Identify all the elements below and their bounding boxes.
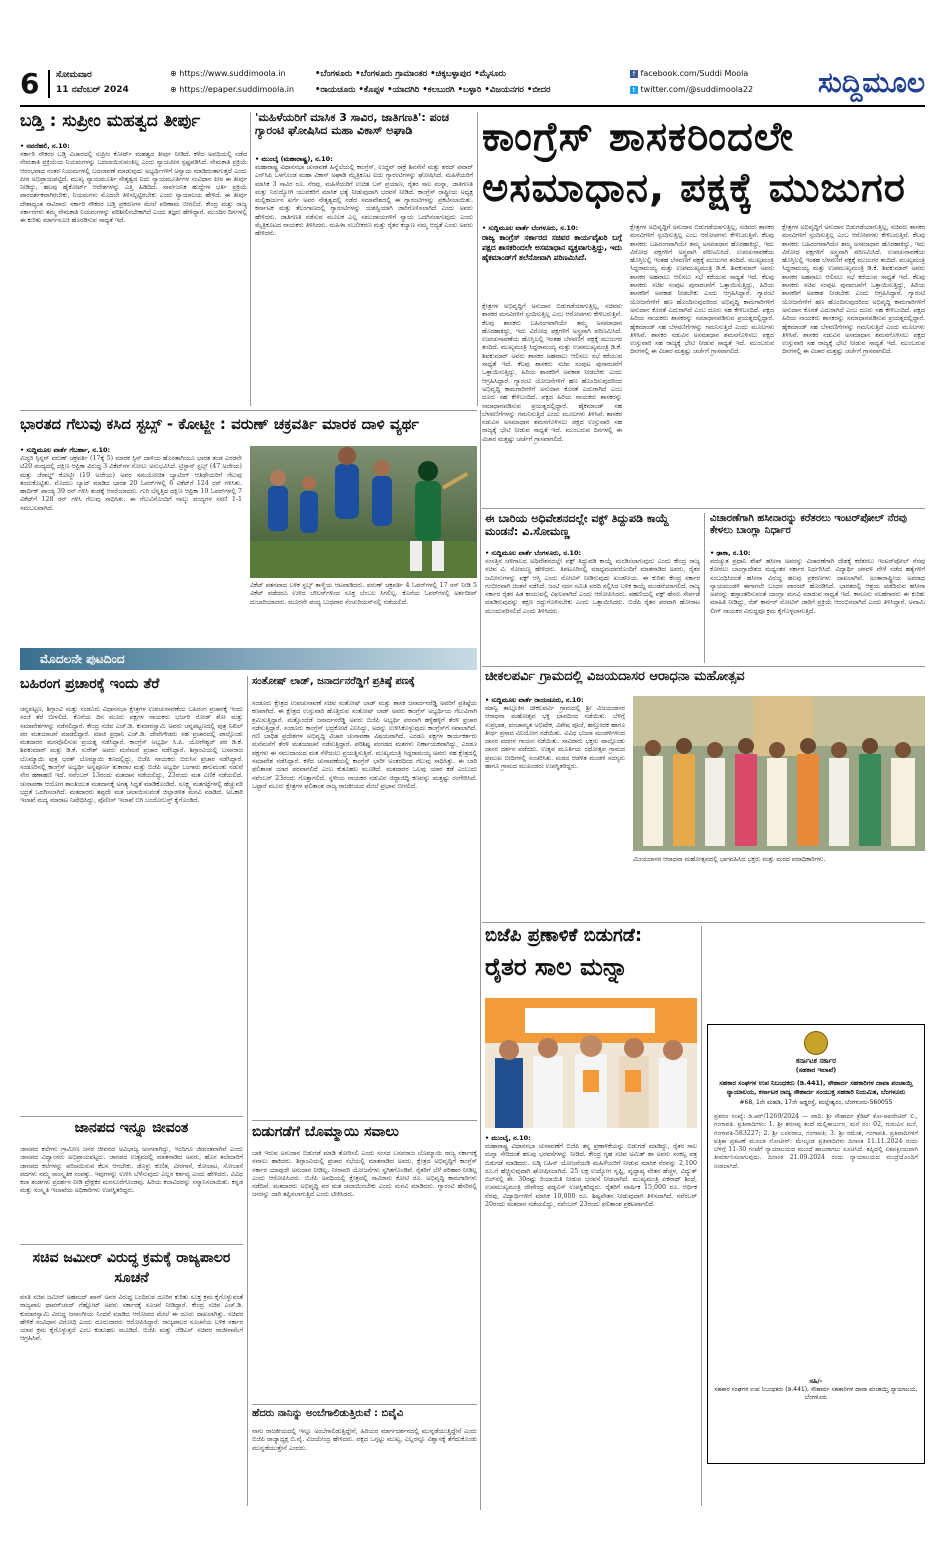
notice-body: ಪ್ರಕರಣ ಸಂಖ್ಯೆ: ಡಿ.ಆರ್/1269/2024 — ವಾದಿ: ಶ್ರೀ ಸೌಹಾರ್ದ ಕ್ರೆಡಿಟ್ ಕೋ-ಆಪರೇಟಿವ್ ಲಿ., ಗಂಗಾವತಿ. ಪ್ರತಿವಾದಿಗಳು: 1. ಶ್ರೀ ಶರಣಪ್ಪ ತಂದೆ ಮಲ್ಲಿಕಾರ್ಜುನ, ಮನೆ ನಂ: 02, ಗುರುವಿನ ಮನೆ, ಗಂಗಾವತಿ-583227; 2. ಶ್ರೀ ಬಸವರಾಜ, ಗಂಗಾವತಿ; 3. ಶ್ರೀ ರಮೇಶ, ಗಂಗಾವತಿ. ಪ್ರತಿವಾದಿಗಳಿಗೆ ಪತ್ರಿಕಾ ಪ್ರಕಟಣೆ ಮೂಲಕ ನೋಟೀಸ್: ಮೇಲ್ಕಂಡ ಪ್ರತಿವಾದಿಗಳು ದಿನಾಂಕ 11.11.2024 ರಂದು ಬೆಳಿಗ್ಗೆ 11-30 ಗಂಟೆಗೆ ನ್ಯಾಯಾಲಯದ ಮುಂದೆ ಹಾಜರಾಗಲು ಸೂಚಿಸಿದೆ. ತಪ್ಪಿದಲ್ಲಿ ಏಕಪಕ್ಷೀಯವಾಗಿ ತೀರ್ಮಾನಿಸಲಾಗುವುದು. ದಿನಾಂಕ 21.09.2024 ರಂದು ನ್ಯಾಯಾಲಯದ ಮುದ್ರೆಯೊಂದಿಗೆ ನೀಡಲಾಗಿದೆ. — [714, 1113, 918, 1170]
article-dateline: • ಸುದ್ದಿಮೂಲ ವಾರ್ತೆ ಬೆಂಗಳೂರು, ನ.10: — [485, 549, 582, 557]
devotees-image — [633, 696, 925, 851]
article-zameer — [20, 1248, 243, 1510]
epaper-link[interactable]: ⊕ https://epaper.suddimoola.in — [170, 85, 295, 94]
article-headline: ಬಹಿರಂಗ ಪ್ರಚಾರಕ್ಕೆ ಇಂದು ತೆರೆ — [20, 676, 160, 692]
column-rule — [701, 926, 702, 1506]
article-body: ಮಿಸ್ಟರಿ ಸ್ಪಿನ್ನರ್ ವರುಣ್ ಚಕ್ರವರ್ತಿ (17ಕ್ಕೆ 5) ಮಾರಕ ಸ್ಪಿನ್ ದಾಳಿಯ ಹೊರತಾಗಿಯೂ ಭಾರತ ತಂಡ ಎರಡನೇ ಟಿ20 ಪಂದ್ಯದಲ್ಲಿ ದಕ್ಷಿಣ ಆಫ್ರಿಕಾ ವಿರುದ್ಧ 3 ವಿಕೆಟ್‌ಗಳ ಸೋಲು ಅನುಭವಿಸಿದೆ. ಟ್ರಿಸ್ಟಾನ್ ಸ್ಟಬ್ಸ್ (47 ಅಜೇಯ) ಮತ್ತು ಜೆರಾಲ್ಡ್ ಕೋಟ್ಜೀ (19 ಅಜೇಯ) ಅವರ ಸಮಯೋಚಿತ ಬ್ಯಾಟಿಂಗ್ ಆತಿಥೇಯರಿಗೆ ಗೆಲುವು ತಂದುಕೊಟ್ಟಿತು. ಮೊದಲು ಬ್ಯಾಟ್ ಮಾಡಿದ ಭಾರತ 20 ಓವರ್‌ಗಳಲ್ಲಿ 6 ವಿಕೆಟ್‌ಗೆ 124 ರನ್ ಗಳಿಸಿತು. ಹಾರ್ದಿಕ್ ಪಾಂಡ್ಯ 39 ರನ್ ಗಳಿಸಿ ತಂಡಕ್ಕೆ ಆಸರೆಯಾದರು. ಗುರಿ ಬೆನ್ನತ್ತಿದ ದಕ್ಷಿಣ ಆಫ್ರಿಕಾ 19 ಓವರ್‌ಗಳಲ್ಲಿ 7 ವಿಕೆಟ್‌ಗೆ 128 ರನ್ ಗಳಿಸಿ ಗೆಲುವು ಸಾಧಿಸಿತು. ಈ ಗೆಲುವಿನೊಂದಿಗೆ ನಾಲ್ಕು ಪಂದ್ಯಗಳ ಸರಣಿ 1-1 ಸಮಬಲವಾಗಿದೆ. — [20, 455, 242, 512]
cricket-photo — [250, 446, 477, 578]
article-headline: ಸಂತೋಷ್ ಲಾಡ್, ಜನಾರ್ದನರೆಡ್ಡಿಗೆ ಪ್ರತಿಷ್ಠೆ ಪಣಕ್ಕೆ — [252, 676, 415, 687]
row-rule — [20, 1116, 243, 1117]
article-vijayadasa — [485, 670, 925, 915]
globe-icon: ⊕ — [170, 69, 180, 78]
article-dateline: • ಸುದ್ದಿಮೂಲ ವಾರ್ತೆ ಬೆಂಗಳೂರು, ನ.10: — [482, 224, 579, 232]
photo-caption: ವಿಜಯದಾಸರ ಆರಾಧನಾ ಮಹೋತ್ಸವದಲ್ಲಿ ಭಾಗವಹಿಸಿದ ಭಕ್ತರು ಮತ್ತು ಮಠದ ಪದಾಧಿಕಾರಿಗಳು. — [633, 856, 826, 863]
section-banner-label: ಮೊದಲನೇ ಪುಟದಿಂದ — [40, 652, 125, 666]
facebook-icon: f — [630, 70, 638, 78]
article-body: ಚನ್ನಪಟ್ಟಣ, ಶಿಗ್ಗಾಂವಿ ಮತ್ತು ಸಂಡೂರು ವಿಧಾನಸಭಾ ಕ್ಷೇತ್ರಗಳ ಉಪಚುನಾವಣೆಯ ಬಹಿರಂಗ ಪ್ರಚಾರಕ್ಕೆ ಇಂದು ಸಂಜೆ ತೆರೆ ಬೀಳಲಿದೆ. ಕೊನೆಯ ದಿನ ಮೂರು ಪಕ್ಷಗಳ ನಾಯಕರು ಭರ್ಜರಿ ರೋಡ್ ಶೋ ಮತ್ತು ಸಮಾವೇಶಗಳನ್ನು ನಡೆಸಲಿದ್ದಾರೆ. ಕೇಂದ್ರ ಸಚಿವ ಎಚ್.ಡಿ. ಕುಮಾರಸ್ವಾಮಿ ಅವರು ಚನ್ನಪಟ್ಟಣದಲ್ಲಿ ಪುತ್ರ ನಿಖಿಲ್ ಪರ ಮತಯಾಚನೆ ಮಾಡಲಿದ್ದಾರೆ. ಮಾಜಿ ಪ್ರಧಾನಿ ಎಚ್.ಡಿ. ದೇವೇಗೌಡರು ಸಹ ಪ್ರಚಾರದಲ್ಲಿ ಪಾಲ್ಗೊಂಡು ಮತದಾರರ ಮನವೊಲಿಸುವ ಪ್ರಯತ್ನ ನಡೆಸಿದ್ದಾರೆ. ಕಾಂಗ್ರೆಸ್ ಅಭ್ಯರ್ಥಿ ಸಿ.ಪಿ. ಯೋಗೇಶ್ವರ್ ಪರ ಡಿ.ಕೆ. ಶಿವಕುಮಾರ್ ಮತ್ತು ಡಿ.ಕೆ. ಸುರೇಶ್ ಅವರು ಮನೆಮನೆ ಪ್ರಚಾರ ನಡೆಸಿದ್ದಾರೆ. ಶಿಗ್ಗಾಂವಿಯಲ್ಲಿ ಬಸವರಾಜ ಬೊಮ್ಮಾಯಿ ಪುತ್ರ ಭರತ್ ಬೊಮ್ಮಾಯಿ ಕಣದಲ್ಲಿದ್ದು, ಬಿಜೆಪಿ ನಾಯಕರು ಬಿರುಸಿನ ಪ್ರಚಾರ ನಡೆಸಿದ್ದಾರೆ. ಸಂಡೂರಿನಲ್ಲಿ ಕಾಂಗ್ರೆಸ್ ಅಭ್ಯರ್ಥಿ ಅನ್ನಪೂರ್ಣ ತುಕಾರಾಂ ಮತ್ತು ಬಿಜೆಪಿ ಅಭ್ಯರ್ಥಿ ಬಂಗಾರು ಹನುಮಂತು ನಡುವೆ ನೇರ ಹಣಾಹಣಿ ಇದೆ. ನವೆಂಬರ್ 13ರಂದು ಮತದಾನ ನಡೆಯಲಿದ್ದು, 23ರಂದು ಮತ ಎಣಿಕೆ ನಡೆಯಲಿದೆ. ಚುನಾವಣಾ ಆಯೋಗ ಶಾಂತಿಯುತ ಮತದಾನಕ್ಕೆ ಅಗತ್ಯ ಸಿದ್ಧತೆ ಮಾಡಿಕೊಂಡಿದೆ. ಸೂಕ್ಷ್ಮ ಮತಗಟ್ಟೆಗಳಲ್ಲಿ ಹೆಚ್ಚುವರಿ ಭದ್ರತೆ ಒದಗಿಸಲಾಗಿದೆ. ಮತದಾರರು ತಪ್ಪದೇ ಮತ ಚಲಾಯಿಸುವಂತೆ ಜಿಲ್ಲಾಡಳಿತ ಮನವಿ ಮಾಡಿದೆ. ಅಬಕಾರಿ ಇಲಾಖೆ ಮದ್ಯ ಮಾರಾಟ ನಿಷೇಧಿಸಿದ್ದು, ಪೊಲೀಸ್ ಇಲಾಖೆ ಬಿಗಿ ಬಂದೋಬಸ್ತ್ ಕೈಗೊಂಡಿದೆ. — [20, 706, 243, 805]
row-rule — [252, 1120, 477, 1121]
page-number-divider — [48, 70, 50, 98]
column-rule — [704, 513, 705, 663]
article-dateline: • ಮುಂಬೈ (ಮಹಾರಾಷ್ಟ್ರ), ನ.10: — [255, 155, 333, 163]
article-bangladesh — [710, 513, 925, 663]
article-body: ಮಾನ್ವಿ ತಾಲ್ಲೂಕಿನ ಚೀಕಲಪರ್ವಿ ಗ್ರಾಮದಲ್ಲಿ ಶ್ರೀ ವಿಜಯದಾಸರ ಆರಾಧನಾ ಮಹೋತ್ಸವ ಭಕ್ತಿ ಭಾವದಿಂದ ನಡೆಯಿತು. ಬೆಳಿಗ್ಗೆ ಸುಪ್ರಭಾತ, ಪಂಚಾಮೃತ ಅಭಿಷೇಕ, ವಿಶೇಷ ಪೂಜೆ, ಹಸ್ತೋದಕ ಹಾಗೂ ತೀರ್ಥ ಪ್ರಸಾದ ವಿನಿಯೋಗ ನಡೆಯಿತು. ವಿವಿಧ ಭಜನಾ ಮಂಡಳಿಗಳಿಂದ ದಾಸರ ಪದಗಳ ಗಾಯನ ನಡೆಯಿತು. ಸಾವಿರಾರು ಭಕ್ತರು ಪಾಲ್ಗೊಂಡು ದಾಸರ ದರ್ಶನ ಪಡೆದರು. ಉತ್ಸವ ಮೂರ್ತಿಯ ರಥೋತ್ಸವ ಗ್ರಾಮದ ಪ್ರಮುಖ ಬೀದಿಗಳಲ್ಲಿ ಸಂಚರಿಸಿತು. ಮಠದ ಆಡಳಿತ ಮಂಡಳಿ ಸದಸ್ಯರು ಹಾಗೂ ಗ್ರಾಮದ ಮುಖಂಡರು ಉಪಸ್ಥಿತರಿದ್ದರು. — [485, 705, 625, 771]
cricket-players-image — [250, 446, 477, 578]
twitter-link[interactable]: t twitter.com/@suddimoola22 — [630, 85, 770, 94]
article-bjp-manifesto — [485, 926, 697, 1506]
article-sandur — [252, 676, 477, 1104]
notice-heading: ಸಹಕಾರ ಸಂಘಗಳ ಉಪ ನಿಬಂಧಕರು (ಡಿ.441), ಸೌಹಾರ್ದ ಸಹಕಾರಿಗಳ ದಾವಾ ಪಂಚಾಯ್ತಿ ನ್ಯಾಯಾಲಯ, ಕರ್ನಾಟಕ ರಾಜ್ಯ ಸೌಹಾರ್ದ ಸಂಯುಕ್ತ ಸಹಕಾರಿ ನಿಯಮಿತ, ಬೆಂಗಳೂರು — [719, 1079, 913, 1096]
article-body-col-1: ಕ್ಷೇತ್ರಗಳ ಅಭಿವೃದ್ಧಿಗೆ ಅನುದಾನ ಬಿಡುಗಡೆಯಾಗುತ್ತಿಲ್ಲ, ಸಚಿವರು ಶಾಸಕರ ಮನವಿಗಳಿಗೆ ಸ್ಪಂದಿಸುತ್ತಿಲ್ಲ ಎಂಬ ಆರೋಪಗಳು ಕೇಳಿಬರುತ್ತಿವೆ. ಕೆಲವು ಶಾಸಕರು ಬಹಿರಂಗವಾಗಿಯೇ ತಮ್ಮ ಅಸಮಾಧಾನ ಹೊರಹಾಕಿದ್ದು, ಇದು ವಿರೋಧ ಪಕ್ಷಗಳಿಗೆ ಅಸ್ತ್ರವಾಗಿ ಪರಿಣಮಿಸಿದೆ. ಉಪಚುನಾವಣೆಯ ಹೊಸ್ತಿಲಲ್ಲಿ ಇಂತಹ ಬೆಳವಣಿಗೆ ಪಕ್ಷಕ್ಕೆ ಮುಜುಗರ ತಂದಿದೆ. ಮುಖ್ಯಮಂತ್ರಿ ಸಿದ್ದರಾಮಯ್ಯ ಮತ್ತು ಉಪಮುಖ್ಯಮಂತ್ರಿ ಡಿ.ಕೆ. ಶಿವಕುಮಾರ್ ಅವರು ಶಾಸಕರ ಅಹವಾಲು ಆಲಿಸಲು ಸಭೆ ಕರೆಯುವ ಸಾಧ್ಯತೆ ಇದೆ. ಕೆಲವು ಶಾಸಕರು ಸಚಿವ ಸಂಪುಟ ಪುನಾರಚನೆಗೆ ಒತ್ತಾಯಿಸುತ್ತಿದ್ದು, ಹಿರಿಯ ಶಾಸಕರಿಗೆ ಅವಕಾಶ ನೀಡಬೇಕು ಎಂದು ಆಗ್ರಹಿಸಿದ್ದಾರೆ. ಗ್ಯಾರಂಟಿ ಯೋಜನೆಗಳಿಗೆ ಹಣ ಹೊಂದಿಸುವುದರಿಂದ ಅಭಿವೃದ್ಧಿ ಕಾಮಗಾರಿಗಳಿಗೆ ಅನುದಾನ ಕೊರತೆ ಎದುರಾಗಿದೆ ಎಂಬ ದೂರು ಸಹ ಕೇಳಿಬಂದಿದೆ. ಪಕ್ಷದ ಹಿರಿಯ ನಾಯಕರು ಶಾಸಕರನ್ನು ಸಮಾಧಾನಪಡಿಸುವ ಪ್ರಯತ್ನದಲ್ಲಿದ್ದಾರೆ. ಹೈಕಮಾಂಡ್ ಸಹ ಬೆಳವಣಿಗೆಗಳನ್ನು ಗಮನಿಸುತ್ತಿದೆ ಎಂದು ಮೂಲಗಳು ತಿಳಿಸಿವೆ. ಶಾಸಕರ ನಡುವಿನ ಅಸಮಾಧಾನ ಶಮನಗೊಳಿಸಲು ಪಕ್ಷದ ಉಸ್ತುವಾರಿ ಸಹ ರಾಜ್ಯಕ್ಕೆ ಭೇಟಿ ನೀಡುವ ಸಾಧ್ಯತೆ ಇದೆ. ಮುಂಬರುವ ದಿನಗಳಲ್ಲಿ ಈ ವಿಚಾರ ಮತ್ತಷ್ಟು ಚರ್ಚೆಗೆ ಗ್ರಾಸವಾಗಲಿದೆ. — [482, 303, 622, 443]
article-body-col-2: ಕ್ಷೇತ್ರಗಳ ಅಭಿವೃದ್ಧಿಗೆ ಅನುದಾನ ಬಿಡುಗಡೆಯಾಗುತ್ತಿಲ್ಲ, ಸಚಿವರು ಶಾಸಕರ ಮನವಿಗಳಿಗೆ ಸ್ಪಂದಿಸುತ್ತಿಲ್ಲ ಎಂಬ ಆರೋಪಗಳು ಕೇಳಿಬರುತ್ತಿವೆ. ಕೆಲವು ಶಾಸಕರು ಬಹಿರಂಗವಾಗಿಯೇ ತಮ್ಮ ಅಸಮಾಧಾನ ಹೊರಹಾಕಿದ್ದು, ಇದು ವಿರೋಧ ಪಕ್ಷಗಳಿಗೆ ಅಸ್ತ್ರವಾಗಿ ಪರಿಣಮಿಸಿದೆ. ಉಪಚುನಾವಣೆಯ ಹೊಸ್ತಿಲಲ್ಲಿ ಇಂತಹ ಬೆಳವಣಿಗೆ ಪಕ್ಷಕ್ಕೆ ಮುಜುಗರ ತಂದಿದೆ. ಮುಖ್ಯಮಂತ್ರಿ ಸಿದ್ದರಾಮಯ್ಯ ಮತ್ತು ಉಪಮುಖ್ಯಮಂತ್ರಿ ಡಿ.ಕೆ. ಶಿವಕುಮಾರ್ ಅವರು ಶಾಸಕರ ಅಹವಾಲು ಆಲಿಸಲು ಸಭೆ ಕರೆಯುವ ಸಾಧ್ಯತೆ ಇದೆ. ಕೆಲವು ಶಾಸಕರು ಸಚಿವ ಸಂಪುಟ ಪುನಾರಚನೆಗೆ ಒತ್ತಾಯಿಸುತ್ತಿದ್ದು, ಹಿರಿಯ ಶಾಸಕರಿಗೆ ಅವಕಾಶ ನೀಡಬೇಕು ಎಂದು ಆಗ್ರಹಿಸಿದ್ದಾರೆ. ಗ್ಯಾರಂಟಿ ಯೋಜನೆಗಳಿಗೆ ಹಣ ಹೊಂದಿಸುವುದರಿಂದ ಅಭಿವೃದ್ಧಿ ಕಾಮಗಾರಿಗಳಿಗೆ ಅನುದಾನ ಕೊರತೆ ಎದುರಾಗಿದೆ ಎಂಬ ದೂರು ಸಹ ಕೇಳಿಬಂದಿದೆ. ಪಕ್ಷದ ಹಿರಿಯ ನಾಯಕರು ಶಾಸಕರನ್ನು ಸಮಾಧಾನಪಡಿಸುವ ಪ್ರಯತ್ನದಲ್ಲಿದ್ದಾರೆ. ಹೈಕಮಾಂಡ್ ಸಹ ಬೆಳವಣಿಗೆಗಳನ್ನು ಗಮನಿಸುತ್ತಿದೆ ಎಂದು ಮೂಲಗಳು ತಿಳಿಸಿವೆ. ಶಾಸಕರ ನಡುವಿನ ಅಸಮಾಧಾನ ಶಮನಗೊಳಿಸಲು ಪಕ್ಷದ ಉಸ್ತುವಾರಿ ಸಹ ರಾಜ್ಯಕ್ಕೆ ಭೇಟಿ ನೀಡುವ ಸಾಧ್ಯತೆ ಇದೆ. ಮುಂಬರುವ ದಿನಗಳಲ್ಲಿ ಈ ವಿಚಾರ ಮತ್ತಷ್ಟು ಚರ್ಚೆಗೆ ಗ್ರಾಸವಾಗಲಿದೆ. — [630, 224, 774, 356]
row-rule — [482, 922, 925, 923]
article-body: ಮಹಾರಾಷ್ಟ್ರ ವಿಧಾನಸಭಾ ಚುನಾವಣೆಗೆ ಬಿಜೆಪಿ ತನ್ನ ಪ್ರಣಾಳಿಕೆಯನ್ನು ಬಿಡುಗಡೆ ಮಾಡಿದ್ದು, ರೈತರ ಸಾಲ ಮನ್ನಾ ಸೇರಿದಂತೆ ಹಲವು ಭರವಸೆಗಳನ್ನು ನೀಡಿದೆ. ಕೇಂದ್ರ ಗೃಹ ಸಚಿವ ಅಮಿತ್ ಶಾ ಅವರು ಸಂಕಲ್ಪ ಪತ್ರ ಬಿಡುಗಡೆ ಮಾಡಿದರು. ಲಡ್ಕಿ ಬಹಿನ್ ಯೋಜನೆಯಡಿ ಮಹಿಳೆಯರಿಗೆ ನೀಡುವ ಮಾಸಿಕ ನೆರವನ್ನು 2,100 ರೂ.ಗೆ ಹೆಚ್ಚಿಸುವುದಾಗಿ ಘೋಷಿಸಲಾಗಿದೆ. 25 ಲಕ್ಷ ಉದ್ಯೋಗ ಸೃಷ್ಟಿ, ವೃದ್ಧಾಪ್ಯ ವೇತನ ಹೆಚ್ಚಳ, ವಿದ್ಯುತ್ ಬಿಲ್‌ನಲ್ಲಿ ಶೇ. 30ರಷ್ಟು ರಿಯಾಯಿತಿ ನೀಡುವ ಭರವಸೆ ನೀಡಲಾಗಿದೆ. ಮುಖ್ಯಮಂತ್ರಿ ಏಕನಾಥ್ ಶಿಂಧೆ, ಉಪಮುಖ್ಯಮಂತ್ರಿ ದೇವೇಂದ್ರ ಫಡ್ನವಿಸ್ ಉಪಸ್ಥಿತರಿದ್ದರು. ರೈತರಿಗೆ ವಾರ್ಷಿಕ 15,000 ರೂ. ಆರ್ಥಿಕ ನೆರವು, ವಿದ್ಯಾರ್ಥಿಗಳಿಗೆ ಮಾಸಿಕ 10,000 ರೂ. ಶಿಷ್ಯವೇತನ ನೀಡುವುದಾಗಿ ತಿಳಿಸಲಾಗಿದೆ. ನವೆಂಬರ್ 20ರಂದು ಮತದಾನ ನಡೆಯಲಿದ್ದು, ನವೆಂಬರ್ 23ರಂದು ಫಲಿತಾಂಶ ಪ್ರಕಟವಾಗಲಿದೆ. — [485, 1143, 697, 1209]
article-body: ನಾನು ರಾಜಕೀಯದಲ್ಲಿ ಇನ್ನೂ ಅಂಬೆಗಾಲಿಡುತ್ತಿದ್ದೇನೆ, ಹಿರಿಯರ ಮಾರ್ಗದರ್ಶನದಲ್ಲಿ ಮುನ್ನಡೆಯುತ್ತಿದ್ದೇನೆ ಎಂದು ಬಿಜೆಪಿ ರಾಜ್ಯಾಧ್ಯಕ್ಷ ಬಿ.ವೈ. ವಿಜಯೇಂದ್ರ ಹೇಳಿದರು. ಪಕ್ಷದ ಒಗ್ಗಟ್ಟು ಮುಖ್ಯ, ಎಲ್ಲರನ್ನೂ ವಿಶ್ವಾಸಕ್ಕೆ ತೆಗೆದುಕೊಂಡು ಮುನ್ನಡೆಯುತ್ತೇನೆ ಎಂದರು. — [252, 1428, 477, 1452]
article-body: ಮಹಾರಾಷ್ಟ್ರ ವಿಧಾನಸಭಾ ಚುನಾವಣೆ ಹಿನ್ನೆಲೆಯಲ್ಲಿ ಕಾಂಗ್ರೆಸ್, ಉದ್ಧವ್ ಠಾಕ್ರೆ ಶಿವಸೇನೆ ಮತ್ತು ಶರದ್ ಪವಾರ್ ಎನ್‌ಸಿಪಿ ಒಳಗೊಂಡ ಮಹಾ ವಿಕಾಸ್ ಅಘಾಡಿ ಮೈತ್ರಿಕೂಟ ಐದು ಗ್ಯಾರಂಟಿಗಳನ್ನು ಘೋಷಿಸಿದೆ. ಮಹಿಳೆಯರಿಗೆ ಮಾಸಿಕ 3 ಸಾವಿರ ರೂ. ನೆರವು, ಮಹಿಳೆಯರಿಗೆ ಉಚಿತ ಬಸ್ ಪ್ರಯಾಣ, ರೈತರ ಸಾಲ ಮನ್ನಾ, ಜಾತಿಗಣತಿ ಮತ್ತು ನಿರುದ್ಯೋಗಿ ಯುವಕರಿಗೆ ಮಾಸಿಕ ಭತ್ಯೆ ನೀಡುವುದಾಗಿ ಭರವಸೆ ನೀಡಿದೆ. ಕಾಂಗ್ರೆಸ್ ರಾಷ್ಟ್ರೀಯ ಅಧ್ಯಕ್ಷ ಮಲ್ಲಿಕಾರ್ಜುನ ಖರ್ಗೆ ಅವರ ನೇತೃತ್ವದಲ್ಲಿ ನಡೆದ ಸಮಾವೇಶದಲ್ಲಿ ಈ ಗ್ಯಾರಂಟಿಗಳನ್ನು ಪ್ರಕಟಿಸಲಾಯಿತು. ಕರ್ನಾಟಕ ಮತ್ತು ತೆಲಂಗಾಣದಲ್ಲಿ ಗ್ಯಾರಂಟಿಗಳನ್ನು ಯಶಸ್ವಿಯಾಗಿ ಜಾರಿಗೊಳಿಸಲಾಗಿದೆ ಎಂದು ಅವರು ಹೇಳಿದರು. ಜಾತಿಗಣತಿ ನಡೆಸುವ ಮೂಲಕ ಎಲ್ಲ ಸಮುದಾಯಗಳಿಗೆ ನ್ಯಾಯ ಒದಗಿಸಲಾಗುವುದು ಎಂದು ಮೈತ್ರಿಕೂಟದ ನಾಯಕರು ತಿಳಿಸಿದರು. ಮಹಿಳಾ ಸಬಲೀಕರಣ ಮತ್ತು ರೈತರ ಕಲ್ಯಾಣ ನಮ್ಮ ಆದ್ಯತೆ ಎಂದು ಅವರು ಹೇಳಿದರು. — [255, 164, 473, 238]
notice-signatory: ಸಹಕಾರ ಸಂಘಗಳ ಉಪ ನಿಬಂಧಕರು (ಡಿ.441), ಸೌಹಾರ್ದ ಸಹಕಾರಿಗಳ ದಾವಾ ಪಂಚಾಯ್ತಿ ನ್ಯಾಯಾಲಯ, ಬೆಂಗಳೂರು — [714, 1386, 918, 1401]
article-body: ಸಂಡೂರು ಕ್ಷೇತ್ರದ ಉಪಚುನಾವಣೆ ಸಚಿವ ಸಂತೋಷ್ ಲಾಡ್ ಮತ್ತು ಶಾಸಕ ಜನಾರ್ದನರೆಡ್ಡಿ ಅವರಿಗೆ ಪ್ರತಿಷ್ಠೆಯ ಕಣವಾಗಿದೆ. ಈ ಕ್ಷೇತ್ರದ ಉಸ್ತುವಾರಿ ಹೊತ್ತಿರುವ ಸಂತೋಷ್ ಲಾಡ್ ಅವರು ಕಾಂಗ್ರೆಸ್ ಅಭ್ಯರ್ಥಿಯ ಗೆಲುವಿಗಾಗಿ ಶ್ರಮಿಸುತ್ತಿದ್ದಾರೆ. ಮತ್ತೊಂದೆಡೆ ಜನಾರ್ದನರೆಡ್ಡಿ ಅವರು ಬಿಜೆಪಿ ಅಭ್ಯರ್ಥಿ ಪರವಾಗಿ ಹಳ್ಳಿಹಳ್ಳಿಗೆ ತೆರಳಿ ಪ್ರಚಾರ ನಡೆಸುತ್ತಿದ್ದಾರೆ. ಸಂಡೂರು ಕಾಂಗ್ರೆಸ್ ಭದ್ರಕೋಟೆ ಎನಿಸಿದ್ದು, ಅದನ್ನು ಉಳಿಸಿಕೊಳ್ಳುವುದು ಕಾಂಗ್ರೆಸ್‌ಗೆ ಸವಾಲಾಗಿದೆ. ಗಣಿ ಬಾಧಿತ ಪ್ರದೇಶಗಳ ಅಭಿವೃದ್ಧಿ ವಿಚಾರ ಚುನಾವಣಾ ವಿಷಯವಾಗಿದೆ. ಎರಡೂ ಪಕ್ಷಗಳ ಕಾರ್ಯಕರ್ತರು ಮನೆಮನೆಗೆ ತೆರಳಿ ಮತಯಾಚನೆ ನಡೆಸುತ್ತಿದ್ದಾರೆ. ಪರಿಶಿಷ್ಟ ಪಂಗಡದ ಮತಗಳು ನಿರ್ಣಾಯಕವಾಗಿದ್ದು, ಎರಡೂ ಪಕ್ಷಗಳು ಈ ಸಮುದಾಯದ ಮತ ಸೆಳೆಯಲು ಪ್ರಯತ್ನಿಸುತ್ತಿವೆ. ಮುಖ್ಯಮಂತ್ರಿ ಸಿದ್ದರಾಮಯ್ಯ ಅವರು ಸಹ ಕ್ಷೇತ್ರದಲ್ಲಿ ಸಮಾವೇಶ ನಡೆಸಿದ್ದಾರೆ. ಕಳೆದ ಚುನಾವಣೆಯಲ್ಲಿ ಕಾಂಗ್ರೆಸ್ ಭಾರೀ ಅಂತರದಿಂದ ಗೆಲುವು ಸಾಧಿಸಿತ್ತು. ಈ ಬಾರಿ ಫಲಿತಾಂಶ ಯಾರ ಪರವಾಗಲಿದೆ ಎಂಬ ಕುತೂಹಲ ಮೂಡಿದೆ. ಮತದಾರರ ಒಲವು ಯಾರ ಕಡೆ ಎಂಬುದು ನವೆಂಬರ್ 23ರಂದು ಗೊತ್ತಾಗಲಿದೆ. ಸ್ಥಳೀಯ ನಾಯಕರ ನಡುವಿನ ಜಿದ್ದಾಜಿದ್ದಿ ಕಣವನ್ನು ಮತ್ತಷ್ಟು ರಂಗೇರಿಸಿದೆ. ಒಟ್ಟಾರೆ ಮೂರು ಕ್ಷೇತ್ರಗಳ ಫಲಿತಾಂಶ ರಾಜ್ಯ ರಾಜಕೀಯದ ಮೇಲೆ ಪ್ರಭಾವ ಬೀರಲಿದೆ. — [252, 700, 477, 790]
twitter-icon: t — [630, 86, 638, 94]
manifesto-photo — [485, 998, 697, 1128]
article-headline: ಬಿಡುಗಡೆಗೆ ಬೊಮ್ಮಾಯಿ ಸವಾಲು — [252, 1124, 399, 1140]
row-rule — [20, 410, 477, 411]
row-rule — [482, 508, 925, 509]
article-headline-line-1: ಕಾಂಗ್ರೆಸ್ ಶಾಸಕರಿಂದಲೇ — [482, 114, 794, 160]
page-number: 6 — [20, 67, 40, 100]
article-bommai — [252, 1124, 477, 1400]
article-headline: ಬಡ್ತಿ : ಸುಪ್ರೀಂ ಮಹತ್ವದ ತೀರ್ಪು — [20, 112, 201, 131]
article-headline: ಈ ಬಾರಿಯ ಅಧಿವೇಶನದಲ್ಲೇ ವಕ್ಫ್ ತಿದ್ದುಪಡಿ ಕಾಯ್ದೆ ಮಂಡನೆ: ವಿ.ಸೋಮಣ್ಣ — [485, 513, 669, 538]
dasara-photo — [633, 696, 925, 851]
article-cricket — [20, 416, 477, 644]
masthead — [20, 64, 925, 104]
article-maharashtra-guarantees — [255, 112, 473, 406]
article-headline-line-1: ಬಿಜೆಪಿ ಪ್ರಣಾಳಿಕೆ ಬಿಡುಗಡೆ: — [485, 926, 643, 946]
article-headline-line-2: ಅಸಮಾಧಾನ, ಪಕ್ಷಕ್ಕೆ ಮುಜುಗರ — [482, 165, 906, 211]
editions-row-2: •ರಾಯಚೂರು •ಕೊಪ್ಪಳ •ಯಾದಗಿರಿ •ಕಲಬುರಗಿ •ಬಳ್ಳಾರಿ •ವಿಜಯನಗರ •ಬೀದರ — [315, 85, 551, 95]
article-body-continued: ವಿಕೆಟ್ ಪತನವಾದ ಬಳಿಕ ಸ್ಟಬ್ಸ್ ತಾಳ್ಮೆಯ ಆಟವಾಡಿದರು. ವರುಣ್ ಚಕ್ರವರ್ತಿ 4 ಓವರ್‌ಗಳಲ್ಲಿ 17 ರನ್ ನೀಡಿ 5 ವಿಕೆಟ್ ಪಡೆದರೂ ಉಳಿದ ಬೌಲರ್‌ಗಳಿಂದ ಸೂಕ್ತ ಬೆಂಬಲ ಸಿಗಲಿಲ್ಲ. ಕೊನೆಯ ಓವರ್‌ಗಳಲ್ಲಿ ಅರ್ಶದೀಪ್ ದುಬಾರಿಯಾದರು. ಮೂರನೇ ಪಂದ್ಯ ಬುಧವಾರ ಸೆಂಚುರಿಯನ್‌ನಲ್ಲಿ ನಡೆಯಲಿದೆ. — [250, 582, 477, 606]
masthead-logo: ಸುದ್ದಿಮೂಲ — [817, 66, 925, 99]
row-rule — [482, 666, 925, 667]
article-campaign-ends — [20, 676, 243, 1114]
notice-signature: ಸಹಿ/- — [809, 1377, 823, 1385]
article-body: ವಸತಿ ಸಚಿವ ಜಮೀರ್ ಅಹಮದ್ ಖಾನ್ ಅವರ ವಿರುದ್ಧ ಬಂದಿರುವ ದೂರಿನ ಕುರಿತು ಸೂಕ್ತ ಕ್ರಮ ಕೈಗೊಳ್ಳುವಂತೆ ರಾಜ್ಯಪಾಲ ಥಾವರ್‌ಚಂದ್ ಗೆಹ್ಲೋಟ್ ಅವರು ಸರ್ಕಾರಕ್ಕೆ ಸೂಚನೆ ನೀಡಿದ್ದಾರೆ. ಕೇಂದ್ರ ಸಚಿವ ಎಚ್.ಡಿ. ಕುಮಾರಸ್ವಾಮಿ ವಿರುದ್ಧ ಜನಾಂಗೀಯ ನಿಂದನೆ ಮಾಡಿದ ಆರೋಪದ ಮೇಲೆ ಈ ದೂರು ದಾಖಲಾಗಿತ್ತು. ಸಚಿವರ ಹೇಳಿಕೆ ಸಂವಿಧಾನ ವಿರೋಧಿ ಎಂದು ದೂರುದಾರರು ಆರೋಪಿಸಿದ್ದಾರೆ. ರಾಜ್ಯಪಾಲರ ಸೂಚನೆಯ ಬಳಿಕ ಸರ್ಕಾರ ಯಾವ ಕ್ರಮ ಕೈಗೊಳ್ಳುತ್ತದೆ ಎಂಬ ಕುತೂಹಲ ಮೂಡಿದೆ. ಬಿಜೆಪಿ ಮತ್ತು ಜೆಡಿಎಸ್ ಸಚಿವರ ರಾಜೀನಾಮೆಗೆ ಆಗ್ರಹಿಸಿವೆ. — [20, 1294, 243, 1343]
article-body-col-3: ಕ್ಷೇತ್ರಗಳ ಅಭಿವೃದ್ಧಿಗೆ ಅನುದಾನ ಬಿಡುಗಡೆಯಾಗುತ್ತಿಲ್ಲ, ಸಚಿವರು ಶಾಸಕರ ಮನವಿಗಳಿಗೆ ಸ್ಪಂದಿಸುತ್ತಿಲ್ಲ ಎಂಬ ಆರೋಪಗಳು ಕೇಳಿಬರುತ್ತಿವೆ. ಕೆಲವು ಶಾಸಕರು ಬಹಿರಂಗವಾಗಿಯೇ ತಮ್ಮ ಅಸಮಾಧಾನ ಹೊರಹಾಕಿದ್ದು, ಇದು ವಿರೋಧ ಪಕ್ಷಗಳಿಗೆ ಅಸ್ತ್ರವಾಗಿ ಪರಿಣಮಿಸಿದೆ. ಉಪಚುನಾವಣೆಯ ಹೊಸ್ತಿಲಲ್ಲಿ ಇಂತಹ ಬೆಳವಣಿಗೆ ಪಕ್ಷಕ್ಕೆ ಮುಜುಗರ ತಂದಿದೆ. ಮುಖ್ಯಮಂತ್ರಿ ಸಿದ್ದರಾಮಯ್ಯ ಮತ್ತು ಉಪಮುಖ್ಯಮಂತ್ರಿ ಡಿ.ಕೆ. ಶಿವಕುಮಾರ್ ಅವರು ಶಾಸಕರ ಅಹವಾಲು ಆಲಿಸಲು ಸಭೆ ಕರೆಯುವ ಸಾಧ್ಯತೆ ಇದೆ. ಕೆಲವು ಶಾಸಕರು ಸಚಿವ ಸಂಪುಟ ಪುನಾರಚನೆಗೆ ಒತ್ತಾಯಿಸುತ್ತಿದ್ದು, ಹಿರಿಯ ಶಾಸಕರಿಗೆ ಅವಕಾಶ ನೀಡಬೇಕು ಎಂದು ಆಗ್ರಹಿಸಿದ್ದಾರೆ. ಗ್ಯಾರಂಟಿ ಯೋಜನೆಗಳಿಗೆ ಹಣ ಹೊಂದಿಸುವುದರಿಂದ ಅಭಿವೃದ್ಧಿ ಕಾಮಗಾರಿಗಳಿಗೆ ಅನುದಾನ ಕೊರತೆ ಎದುರಾಗಿದೆ ಎಂಬ ದೂರು ಸಹ ಕೇಳಿಬಂದಿದೆ. ಪಕ್ಷದ ಹಿರಿಯ ನಾಯಕರು ಶಾಸಕರನ್ನು ಸಮಾಧಾನಪಡಿಸುವ ಪ್ರಯತ್ನದಲ್ಲಿದ್ದಾರೆ. ಹೈಕಮಾಂಡ್ ಸಹ ಬೆಳವಣಿಗೆಗಳನ್ನು ಗಮನಿಸುತ್ತಿದೆ ಎಂದು ಮೂಲಗಳು ತಿಳಿಸಿವೆ. ಶಾಸಕರ ನಡುವಿನ ಅಸಮಾಧಾನ ಶಮನಗೊಳಿಸಲು ಪಕ್ಷದ ಉಸ್ತುವಾರಿ ಸಹ ರಾಜ್ಯಕ್ಕೆ ಭೇಟಿ ನೀಡುವ ಸಾಧ್ಯತೆ ಇದೆ. ಮುಂಬರುವ ದಿನಗಳಲ್ಲಿ ಈ ವಿಚಾರ ಮತ್ತಷ್ಟು ಚರ್ಚೆಗೆ ಗ್ರಾಸವಾಗಲಿದೆ. — [782, 224, 925, 356]
notice-address: #68, 1ನೇ ಮಹಡಿ, 17ನೇ ಅಡ್ಡರಸ್ತೆ, ಮಲ್ಲೇಶ್ವರಂ, ಬೆಂಗಳೂರು-560055 — [739, 1099, 893, 1106]
row-rule — [252, 1404, 477, 1405]
article-supreme-court — [20, 112, 247, 406]
article-headline: ಸಚಿವ ಜಮೀರ್ ವಿರುದ್ಧ ಕ್ರಮಕ್ಕೆ ರಾಜ್ಯಪಾಲರ ಸೂಚನೆ — [32, 1250, 231, 1286]
editions-row-1: •ಬೆಂಗಳೂರು •ಬೆಂಗಳೂರು ಗ್ರಾಮಾಂತರ •ಚಿಕ್ಕಬಳ್ಳಾಪುರ •ಮೈಸೂರು — [315, 69, 506, 79]
notice-title-1: ಕರ್ನಾಟಕ ಸರ್ಕಾರ — [796, 1057, 836, 1065]
article-headline: ವಿಚಾರಣೆಗಾಗಿ ಹಸೀನಾರನ್ನು ಕರೆತರಲು ಇಂಟರ್‌ಪೋಲ್ ನೆರವು ಕೇಳಲು ಬಾಂಗ್ಲಾ ನಿರ್ಧಾರ — [710, 513, 907, 536]
website-link[interactable]: ⊕ https://www.suddimoola.in — [170, 69, 286, 78]
issue-day: ಸೋಮವಾರ — [56, 70, 92, 80]
article-body: ಬಾಕಿ ಇರುವ ಅನುದಾನ ಬಿಡುಗಡೆ ಮಾಡಿ ತೋರಿಸಲಿ ಎಂದು ಸಂಸದ ಬಸವರಾಜ ಬೊಮ್ಮಾಯಿ ರಾಜ್ಯ ಸರ್ಕಾರಕ್ಕೆ ಸವಾಲು ಹಾಕಿದರು. ಶಿಗ್ಗಾಂವಿಯಲ್ಲಿ ಪ್ರಚಾರ ಸಭೆಯಲ್ಲಿ ಮಾತನಾಡಿದ ಅವರು, ಕ್ಷೇತ್ರದ ಅಭಿವೃದ್ಧಿಗೆ ಕಾಂಗ್ರೆಸ್ ಸರ್ಕಾರ ಯಾವುದೇ ಅನುದಾನ ನೀಡಿಲ್ಲ. ನೀರಾವರಿ ಯೋಜನೆಗಳು ಸ್ಥಗಿತಗೊಂಡಿವೆ. ರೈತರಿಗೆ ಬೆಳೆ ಪರಿಹಾರ ನೀಡಿಲ್ಲ ಎಂದು ಆರೋಪಿಸಿದರು. ಬಿಜೆಪಿ ಅವಧಿಯಲ್ಲಿ ಕ್ಷೇತ್ರದಲ್ಲಿ ಸಾವಿರಾರು ಕೋಟಿ ರೂ. ಅಭಿವೃದ್ಧಿ ಕಾಮಗಾರಿಗಳು ನಡೆದಿವೆ. ಮತದಾರರು ಅಭಿವೃದ್ಧಿ ಪರ ಮತ ಚಲಾಯಿಸಬೇಕು ಎಂದು ಮನವಿ ಮಾಡಿದರು. ಗ್ಯಾರಂಟಿ ಹೆಸರಿನಲ್ಲಿ ಜನರನ್ನು ದಾರಿ ತಪ್ಪಿಸಲಾಗುತ್ತಿದೆ ಎಂದು ಟೀಕಿಸಿದರು. — [252, 1150, 477, 1199]
article-dateline: • ಢಾಕಾ, ನ.10: — [710, 549, 751, 557]
article-body: ಸಂಸತ್ತಿನ ಚಳಿಗಾಲದ ಅಧಿವೇಶನದಲ್ಲೇ ವಕ್ಫ್ ತಿದ್ದುಪಡಿ ಕಾಯ್ದೆ ಮಂಡಿಸಲಾಗುವುದು ಎಂದು ಕೇಂದ್ರ ರಾಜ್ಯ ಸಚಿವ ವಿ. ಸೋಮಣ್ಣ ಹೇಳಿದರು. ತಿಪಟೂರಿನಲ್ಲಿ ಮಾಧ್ಯಮದವರೊಂದಿಗೆ ಮಾತನಾಡಿದ ಅವರು, ರೈತರ ಜಮೀನುಗಳನ್ನು ವಕ್ಫ್ ಆಸ್ತಿ ಎಂದು ನೋಟಿಸ್ ನೀಡಿರುವುದು ಖಂಡನೀಯ. ಈ ಕುರಿತು ಕೇಂದ್ರ ಸರ್ಕಾರ ಗಂಭೀರವಾಗಿ ಚಿಂತನೆ ನಡೆಸಿದೆ. ಜಂಟಿ ಸದನ ಸಮಿತಿ ವರದಿ ಸಲ್ಲಿಸಿದ ಬಳಿಕ ಕಾಯ್ದೆ ಮಂಡನೆಯಾಗಲಿದೆ. ರಾಜ್ಯ ಸರ್ಕಾರ ರೈತರ ಹಿತ ಕಾಯುವಲ್ಲಿ ವಿಫಲವಾಗಿದೆ ಎಂದು ಆರೋಪಿಸಿದರು. ಪಹಣಿಯಲ್ಲಿ ವಕ್ಫ್ ಹೆಸರು ಸೇರ್ಪಡೆ ಮಾಡಿರುವುದನ್ನು ತಕ್ಷಣ ರದ್ದುಗೊಳಿಸಬೇಕು ಎಂದು ಒತ್ತಾಯಿಸಿದರು. ಬಿಜೆಪಿ ರೈತರ ಪರವಾಗಿ ಹೋರಾಟ ಮುಂದುವರಿಸಲಿದೆ ಎಂದು ತಿಳಿಸಿದರು. — [485, 558, 700, 615]
article-headline: 'ಮಹಿಳೆಯರಿಗೆ ಮಾಸಿಕ 3 ಸಾವಿರ, ಜಾತಿಗಣತಿ': ಪಂಚ ಗ್ಯಾರಂಟಿ ಘೋಷಿಸಿದ ಮಹಾ ವಿಕಾಸ್ ಅಘಾಡಿ — [255, 112, 450, 137]
article-congress-dissent — [482, 112, 925, 505]
article-headline: ಜಾನಪದ ಇನ್ನೂ ಜೀವಂತ — [74, 1120, 189, 1136]
karnataka-emblem-icon — [804, 1031, 828, 1055]
leaders-image — [485, 998, 697, 1128]
article-lead: ರಾಜ್ಯ ಕಾಂಗ್ರೆಸ್ ಸರ್ಕಾರದ ಸಚಿವರ ಕಾರ್ಯವೈಖರಿ ಬಗ್ಗೆ ಪಕ್ಷದ ಶಾಸಕರಿಂದಲೇ ಅಸಮಾಧಾನ ವ್ಯಕ್ತವಾಗುತ್ತಿದ್ದು, ಇದು ಹೈಕಮಾಂಡ್‌ಗೆ ತಲೆನೋವಾಗಿ ಪರಿಣಮಿಸಿದೆ. — [482, 233, 622, 262]
article-dateline: • ಸುದ್ದಿಮೂಲ ವಾರ್ತೆ ರಾಯಚೂರು, ನ.10: — [485, 696, 584, 704]
column-rule — [250, 112, 251, 406]
notice-title-2: (ಸಹಕಾರ ಇಲಾಖೆ) — [795, 1066, 837, 1074]
facebook-link[interactable]: f facebook.com/Suddi Moola — [630, 69, 770, 78]
legal-notice — [707, 1024, 925, 1464]
article-dateline: • ಸುದ್ದಿಮೂಲ ವಾರ್ತೆ ಗೆಬರ್ಹಾ, ನ.10: — [20, 446, 111, 454]
article-headline-line-2: ರೈತರ ಸಾಲ ಮನ್ನಾ — [485, 954, 628, 981]
article-body: ಜಾನಪದ ಕಲೆಗಳು ಗ್ರಾಮೀಣ ಜನರ ಜೀವನದ ಅವಿಭಾಜ್ಯ ಅಂಗವಾಗಿದ್ದು, ಇಂದಿಗೂ ಜೀವಂತವಾಗಿವೆ ಎಂದು ಜಾನಪದ ವಿದ್ವಾಂಸರು ಅಭಿಪ್ರಾಯಪಟ್ಟರು. ಜಾನಪದ ಉತ್ಸವದಲ್ಲಿ ಮಾತನಾಡಿದ ಅವರು, ಹೊಸ ತಲೆಮಾರಿಗೆ ಜಾನಪದ ಕಲೆಗಳನ್ನು ಪರಿಚಯಿಸುವ ಕೆಲಸ ಆಗಬೇಕು. ಡೊಳ್ಳು ಕುಣಿತ, ವೀರಗಾಸೆ, ಕೋಲಾಟ, ಸೋಬಾನೆ ಪದಗಳು ನಮ್ಮ ಸಾಂಸ್ಕೃತಿಕ ಸಂಪತ್ತು. ಇವುಗಳನ್ನು ಉಳಿಸಿ ಬೆಳೆಸುವುದು ಎಲ್ಲರ ಕರ್ತವ್ಯ ಎಂದು ಹೇಳಿದರು. ವಿವಿಧ ಕಲಾ ತಂಡಗಳು ಪ್ರದರ್ಶನ ನೀಡಿ ಪ್ರೇಕ್ಷಕರ ಮನಸೂರೆಗೊಂಡವು. ಹಿರಿಯ ಕಲಾವಿದರನ್ನು ಸನ್ಮಾನಿಸಲಾಯಿತು. ಕನ್ನಡ ಮತ್ತು ಸಂಸ್ಕೃತಿ ಇಲಾಖೆಯ ಅಧಿಕಾರಿಗಳು ಉಪಸ್ಥಿತರಿದ್ದರು. — [20, 1146, 243, 1195]
article-dateline: • ನವದೆಹಲಿ, ನ.10: — [20, 142, 70, 150]
article-body: ಸರ್ಕಾರಿ ನೌಕರರ ಬಡ್ತಿ ವಿಚಾರದಲ್ಲಿ ಸುಪ್ರೀಂ ಕೋರ್ಟ್ ಮಹತ್ವದ ತೀರ್ಪು ನೀಡಿದೆ. ಕಳೆದ ಅವಧಿಯಲ್ಲಿ ನಡೆದ ನೇಮಕಾತಿ ಪ್ರಕ್ರಿಯೆಯ ನಿಯಮಗಳನ್ನು ಬದಲಾಯಿಸುವಂತಿಲ್ಲ ಎಂದು ನ್ಯಾಯಪೀಠ ಸ್ಪಷ್ಟಪಡಿಸಿದೆ. ನೇಮಕಾತಿ ಪ್ರಕ್ರಿಯೆ ಆರಂಭವಾದ ನಂತರ ನಿಯಮಗಳಲ್ಲಿ ಬದಲಾವಣೆ ಮಾಡುವುದು ಅಭ್ಯರ್ಥಿಗಳಿಗೆ ಅನ್ಯಾಯ ಮಾಡಿದಂತಾಗುತ್ತದೆ ಎಂದು ಪೀಠ ಅಭಿಪ್ರಾಯಪಟ್ಟಿದೆ. ಮುಖ್ಯ ನ್ಯಾಯಮೂರ್ತಿ ನೇತೃತ್ವದ ಐದು ನ್ಯಾಯಮೂರ್ತಿಗಳ ಸಂವಿಧಾನ ಪೀಠ ಈ ತೀರ್ಪು ನೀಡಿದ್ದು, ಹಲವು ಹೈಕೋರ್ಟ್ ಆದೇಶಗಳನ್ನು ಎತ್ತಿ ಹಿಡಿದಿದೆ. ಸಾರ್ವಜನಿಕ ಹುದ್ದೆಗಳ ಭರ್ತಿ ಪ್ರಕ್ರಿಯೆ ಪಾರದರ್ಶಕವಾಗಿರಬೇಕು, ನಿಯಮಗಳು ಮೊದಲೇ ತಿಳಿಸಲ್ಪಟ್ಟಿರಬೇಕು ಎಂದು ನ್ಯಾಯಾಲಯ ಹೇಳಿದೆ. ಈ ತೀರ್ಪು ದೇಶಾದ್ಯಂತ ಸಾವಿರಾರು ಸರ್ಕಾರಿ ನೌಕರರ ಬಡ್ತಿ ಪ್ರಕರಣಗಳ ಮೇಲೆ ಪರಿಣಾಮ ಬೀರಲಿದೆ. ಕೇಂದ್ರ ಮತ್ತು ರಾಜ್ಯ ಸರ್ಕಾರಗಳು ತಮ್ಮ ನೇಮಕಾತಿ ನಿಯಮಗಳನ್ನು ಪರಿಶೀಲಿಸಬೇಕಾಗಿದೆ ಎಂದು ತಜ್ಞರು ಹೇಳಿದ್ದಾರೆ. ಮುಂದಿನ ದಿನಗಳಲ್ಲಿ ಈ ಕುರಿತು ಮಾರ್ಗಸೂಚಿ ಹೊರಡಿಸುವ ಸಾಧ್ಯತೆ ಇದೆ. — [20, 151, 247, 225]
article-vijayendra — [252, 1408, 477, 1510]
article-headline: ಹೆದರು ನಾನಿನ್ನು ಅಂಬೆಗಾಲಿಡುತ್ತಿರುವೆ : ಬಿವೈವಿ — [252, 1408, 404, 1419]
row-rule — [20, 1244, 243, 1245]
article-waqf — [485, 513, 700, 663]
globe-icon: ⊕ — [170, 85, 180, 94]
issue-date: 11 ನವೆಂಬರ್ 2024 — [56, 85, 129, 95]
masthead-rule — [20, 105, 925, 107]
column-rule — [247, 676, 248, 1506]
article-body: ಪದಚ್ಯುತ ಪ್ರಧಾನಿ ಶೇಖ್ ಹಸೀನಾ ಅವರನ್ನು ವಿಚಾರಣೆಗಾಗಿ ದೇಶಕ್ಕೆ ಕರೆತರಲು ಇಂಟರ್‌ಪೋಲ್ ನೆರವು ಕೋರಲು ಬಾಂಗ್ಲಾದೇಶದ ಮಧ್ಯಂತರ ಸರ್ಕಾರ ನಿರ್ಧರಿಸಿದೆ. ವಿದ್ಯಾರ್ಥಿ ಚಳವಳಿ ವೇಳೆ ನಡೆದ ಹತ್ಯೆಗಳಿಗೆ ಸಂಬಂಧಿಸಿದಂತೆ ಹಸೀನಾ ವಿರುದ್ಧ ಹಲವು ಪ್ರಕರಣಗಳು ದಾಖಲಾಗಿವೆ. ಅಂತಾರಾಷ್ಟ್ರೀಯ ಅಪರಾಧ ನ್ಯಾಯಮಂಡಳಿ ಈಗಾಗಲೇ ಬಂಧನ ವಾರಂಟ್ ಹೊರಡಿಸಿದೆ. ಭಾರತದಲ್ಲಿ ಆಶ್ರಯ ಪಡೆದಿರುವ ಹಸೀನಾ ಅವರನ್ನು ಹಸ್ತಾಂತರಿಸುವಂತೆ ಬಾಂಗ್ಲಾ ಮನವಿ ಮಾಡುವ ಸಾಧ್ಯತೆ ಇದೆ. ಕಾನೂನು ಸಲಹೆಗಾರರು ಈ ಕುರಿತು ಮಾಹಿತಿ ನೀಡಿದ್ದು, ರೆಡ್ ಕಾರ್ನರ್ ನೋಟಿಸ್ ಜಾರಿಗೆ ಪ್ರಕ್ರಿಯೆ ಆರಂಭಿಸಲಾಗಿದೆ ಎಂದು ತಿಳಿಸಿದ್ದಾರೆ. ಅವಾಮಿ ಲೀಗ್ ನಾಯಕರ ವಿರುದ್ಧವೂ ಕ್ರಮ ಕೈಗೊಳ್ಳಲಾಗುತ್ತಿದೆ. — [710, 558, 925, 615]
article-headline: ಚೀಕಲಪರ್ವಿ ಗ್ರಾಮದಲ್ಲಿ ವಿಜಯದಾಸರ ಆರಾಧನಾ ಮಹೋತ್ಸವ — [485, 670, 745, 684]
column-rule — [477, 112, 478, 406]
article-janapada — [20, 1120, 243, 1240]
article-dateline: • ಮುಂಬೈ, ನ.10: — [485, 1134, 531, 1142]
article-headline: ಭಾರತದ ಗೆಲುವು ಕಸಿದ ಸ್ಟಬ್ಸ್ - ಕೋಟ್ಜೀ : ವರುಣ್ ಚಕ್ರವರ್ತಿ ಮಾರಕ ದಾಳಿ ವ್ಯರ್ಥ — [20, 416, 420, 433]
section-banner — [20, 648, 477, 670]
column-rule — [480, 410, 481, 1510]
